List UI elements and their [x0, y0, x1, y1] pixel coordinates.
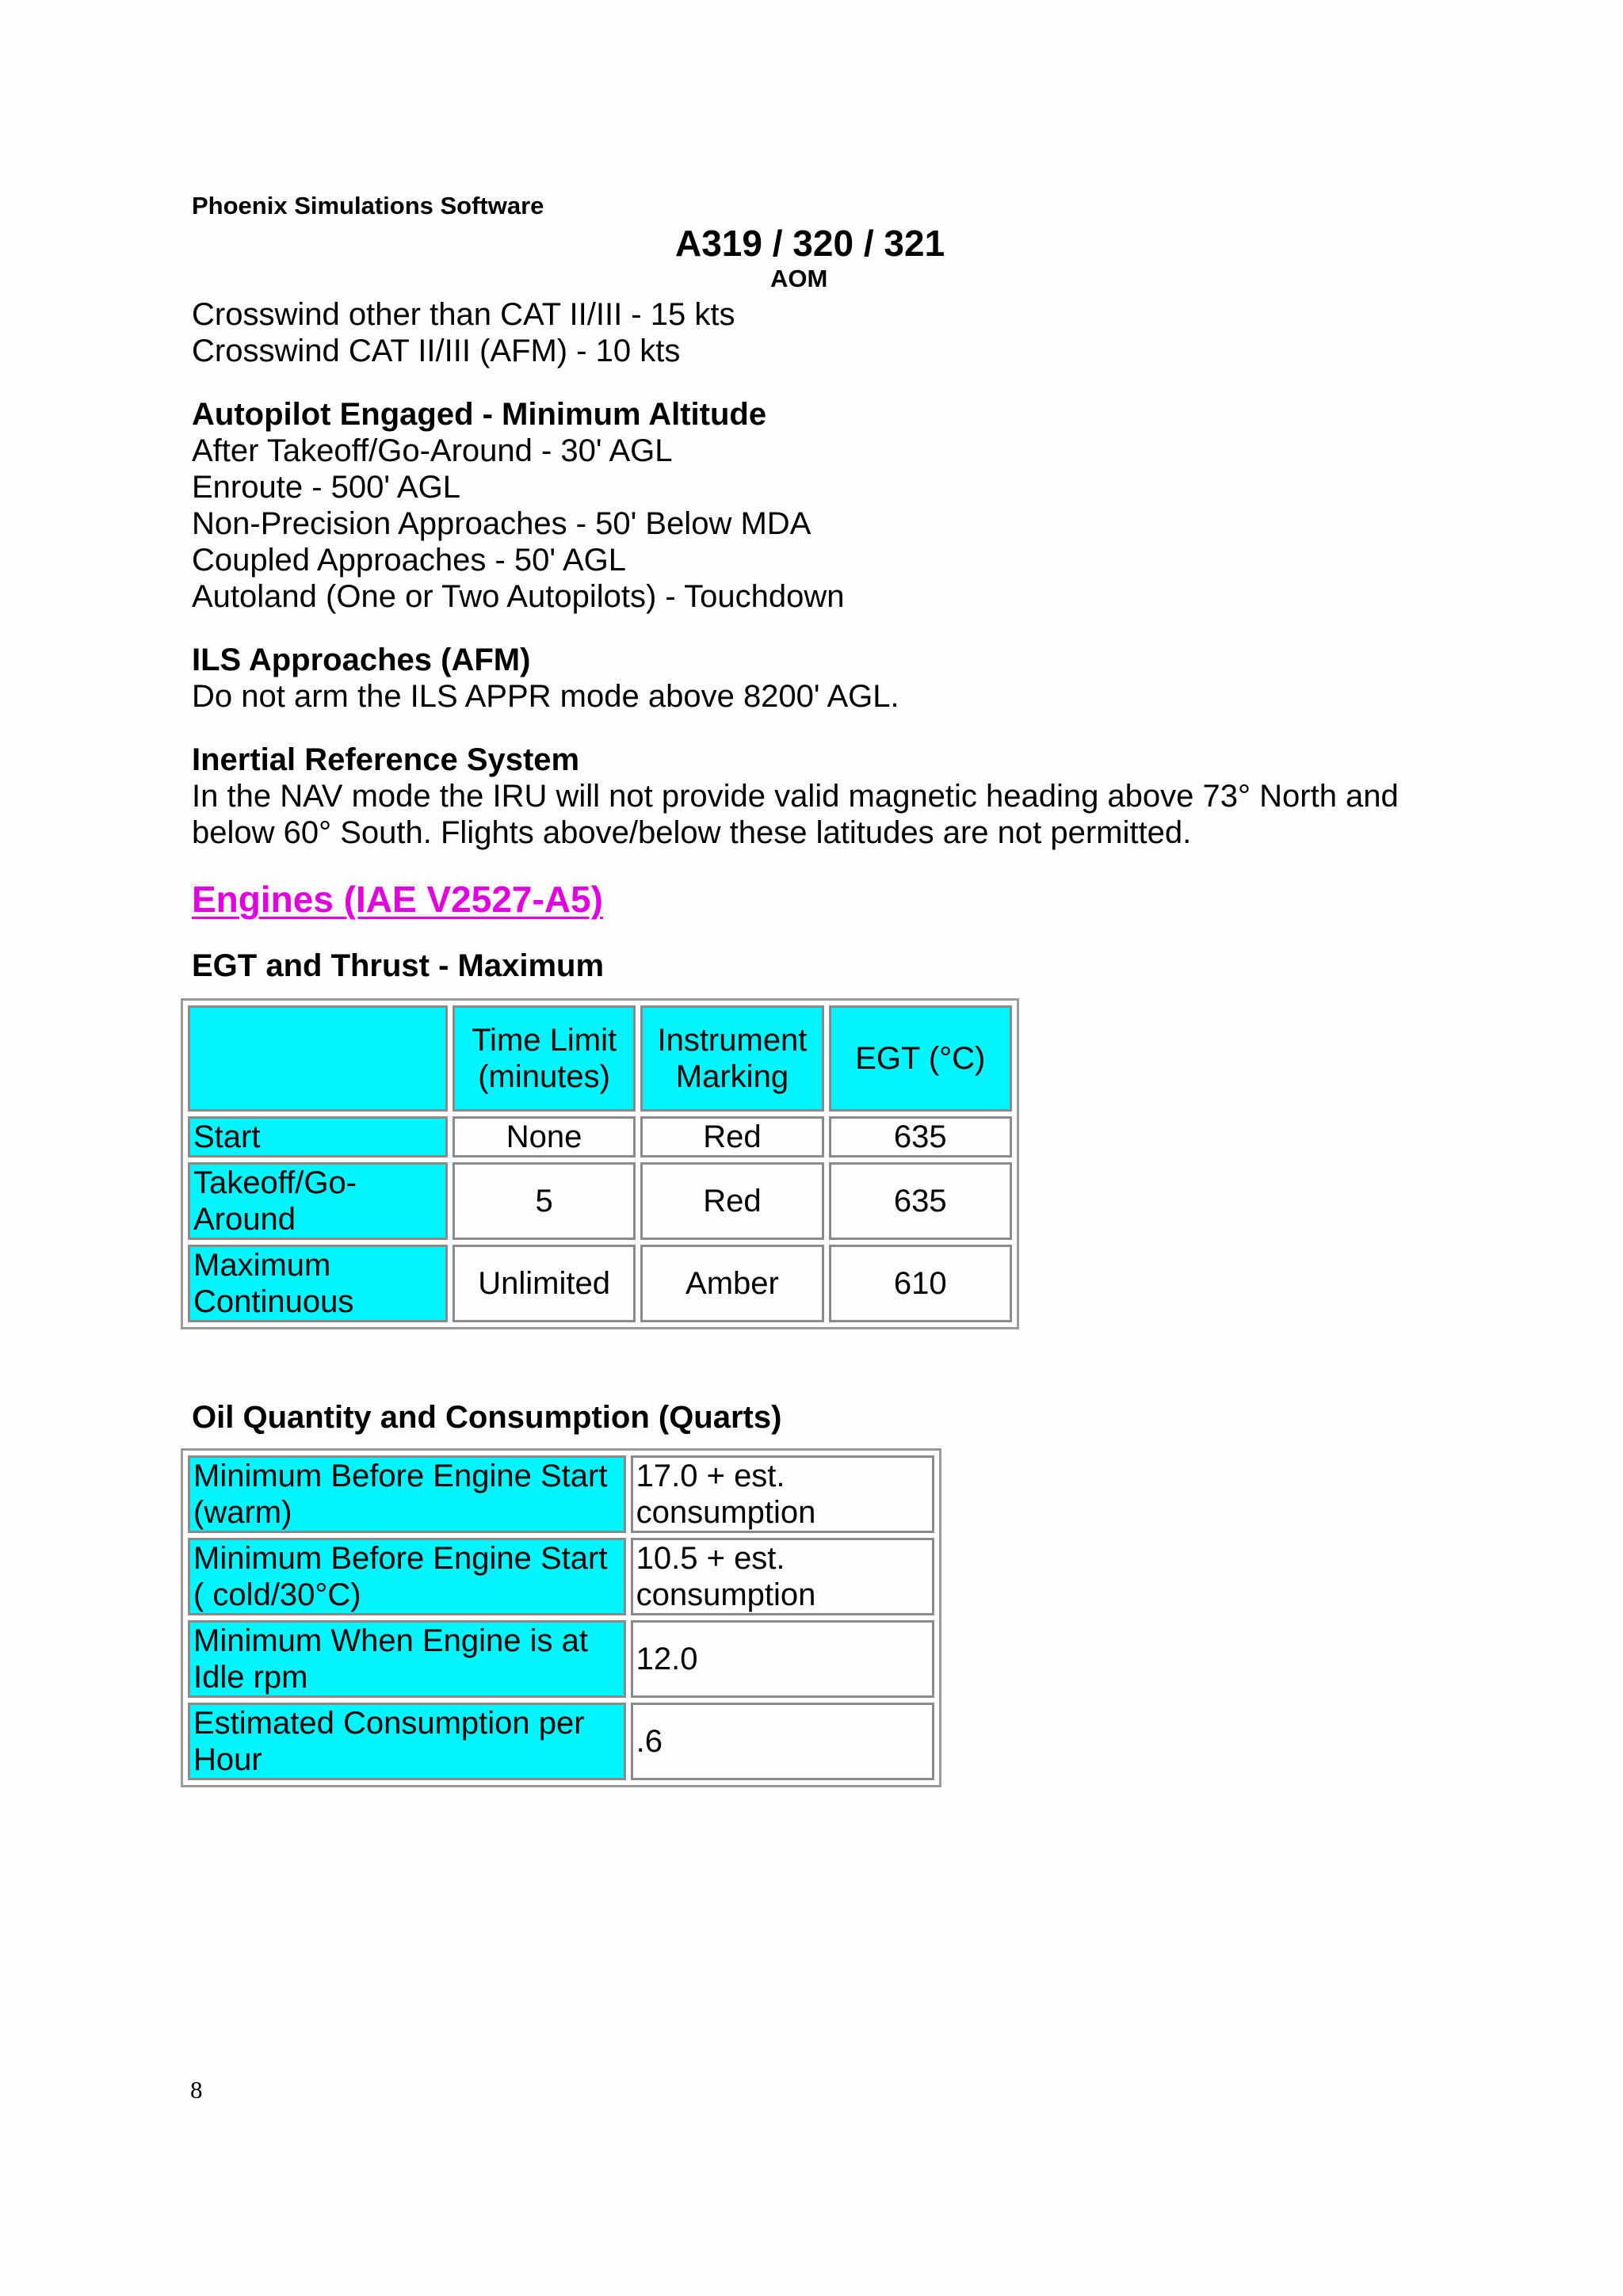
row-label: Minimum When Engine is at Idle rpm	[188, 1620, 626, 1698]
table-row	[188, 1455, 934, 1533]
row-label: Takeoff/Go-Around	[188, 1162, 448, 1240]
row-label: Start	[188, 1116, 448, 1158]
autopilot-line: Enroute - 500' AGL	[192, 470, 460, 505]
aircraft-model-title: A319 / 320 / 321	[675, 223, 945, 264]
table-row	[188, 1538, 934, 1615]
ils-text: Do not arm the ILS APPR mode above 8200' AGL.	[192, 679, 899, 714]
marking-cell: Amber	[640, 1245, 823, 1322]
table-row	[188, 1162, 1012, 1240]
value-cell: .6	[631, 1703, 934, 1780]
time-limit-cell: None	[453, 1116, 636, 1158]
irs-text-line: below 60° South. Flights above/below these latitudes are not permitted.	[192, 815, 1192, 850]
crosswind-line: Crosswind CAT II/III (AFM) - 10 kts	[192, 334, 681, 368]
row-label: Estimated Consumption per Hour	[188, 1703, 626, 1780]
column-header: Instrument Marking	[640, 1005, 823, 1112]
oil-section-heading: Oil Quantity and Consumption (Quarts)	[192, 1400, 782, 1435]
row-label: Maximum Continuous	[188, 1245, 448, 1322]
table-row	[188, 1703, 934, 1780]
time-limit-cell: 5	[453, 1162, 636, 1240]
marking-cell: Red	[640, 1162, 823, 1240]
autopilot-line: Coupled Approaches - 50' AGL	[192, 543, 627, 578]
company-name: Phoenix Simulations Software	[192, 192, 544, 219]
egt-cell: 610	[829, 1245, 1012, 1322]
table-row	[188, 1620, 934, 1698]
table-row	[188, 1245, 1012, 1322]
autopilot-line: After Takeoff/Go-Around - 30' AGL	[192, 433, 673, 468]
document-type: AOM	[770, 265, 828, 292]
column-header: Time Limit (minutes)	[453, 1005, 636, 1112]
page-number: 8	[190, 2076, 203, 2103]
irs-heading: Inertial Reference System	[192, 742, 580, 777]
row-label: Minimum Before Engine Start (warm)	[188, 1455, 626, 1533]
marking-cell: Red	[640, 1116, 823, 1158]
value-cell: 12.0	[631, 1620, 934, 1698]
table-row	[188, 1116, 1012, 1158]
column-header: EGT (°C)	[829, 1005, 1012, 1112]
engines-section-link[interactable]: Engines (IAE V2527-A5)	[192, 879, 603, 920]
autopilot-line: Autoland (One or Two Autopilots) - Touchdown	[192, 579, 845, 614]
egt-section-heading: EGT and Thrust - Maximum	[192, 948, 605, 983]
oil-quantity-table	[181, 1448, 941, 1787]
irs-text-line: In the NAV mode the IRU will not provide valid magnetic heading above 73° North and	[192, 779, 1399, 814]
value-cell: 17.0 + est. consumption	[631, 1455, 934, 1533]
value-cell: 10.5 + est. consumption	[631, 1538, 934, 1615]
egt-cell: 635	[829, 1116, 1012, 1158]
time-limit-cell: Unlimited	[453, 1245, 636, 1322]
egt-cell: 635	[829, 1162, 1012, 1240]
ils-heading: ILS Approaches (AFM)	[192, 643, 531, 677]
egt-thrust-table	[181, 998, 1019, 1329]
table-header-row	[188, 1005, 1012, 1112]
crosswind-line: Crosswind other than CAT II/III - 15 kts	[192, 297, 735, 332]
autopilot-heading: Autopilot Engaged - Minimum Altitude	[192, 397, 767, 432]
autopilot-line: Non-Precision Approaches - 50' Below MDA	[192, 506, 812, 541]
table-corner-cell	[188, 1005, 448, 1112]
row-label: Minimum Before Engine Start ( cold/30°C)	[188, 1538, 626, 1615]
